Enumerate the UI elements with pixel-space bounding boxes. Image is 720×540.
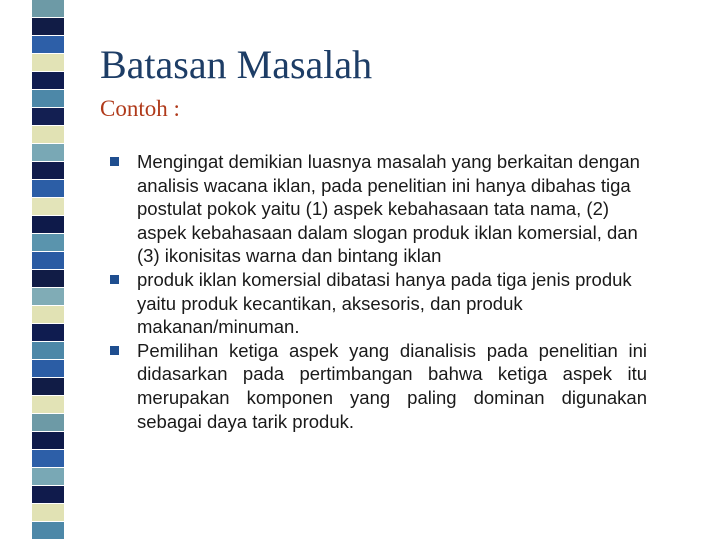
bullet-text: Pemilihan ketiga aspek yang dianalisis pada penelitian ini didasarkan pada pertimbangan bahwa ketiga aspek itu merupakan komponen yang paling dominan digunakan sebagai daya tarik produk. [137,339,647,432]
slide-subtitle: Contoh : [100,96,180,121]
slide-title: Batasan Masalah [100,42,373,87]
square-bullet-icon [110,346,119,355]
stripe-square [32,36,64,54]
stripe-square [32,108,64,126]
stripe-square [32,450,64,468]
stripe-square [32,18,64,36]
stripe-square [32,0,64,18]
stripe-square [32,126,64,144]
stripe-square [32,72,64,90]
stripe-square [32,486,64,504]
bullet-list [0,150,720,433]
bullet-item [0,268,720,339]
stripe-square [32,432,64,450]
stripe-square [32,468,64,486]
bullet-item [0,339,720,433]
stripe-square [32,522,64,540]
stripe-square [32,504,64,522]
stripe-square [32,54,64,72]
stripe-square [32,90,64,108]
bullet-item [0,150,720,268]
square-bullet-icon [110,275,119,284]
bullet-text: produk iklan komersial dibatasi hanya pada tiga jenis produk yaitu produk kecantikan, aksesoris, dan produk makanan/minuman. [137,268,632,338]
square-bullet-icon [110,157,119,166]
bullet-text: Mengingat demikian luasnya masalah yang berkaitan dengan analisis wacana iklan, pada penelitian ini hanya dibahas tiga postulat pokok yaitu (1) aspek kebahasaan tata nama, (2) aspek kebahasaan dalam slogan produk iklan komersial, dan (3) ikonisitas warna dan bintang iklan [137,151,640,267]
